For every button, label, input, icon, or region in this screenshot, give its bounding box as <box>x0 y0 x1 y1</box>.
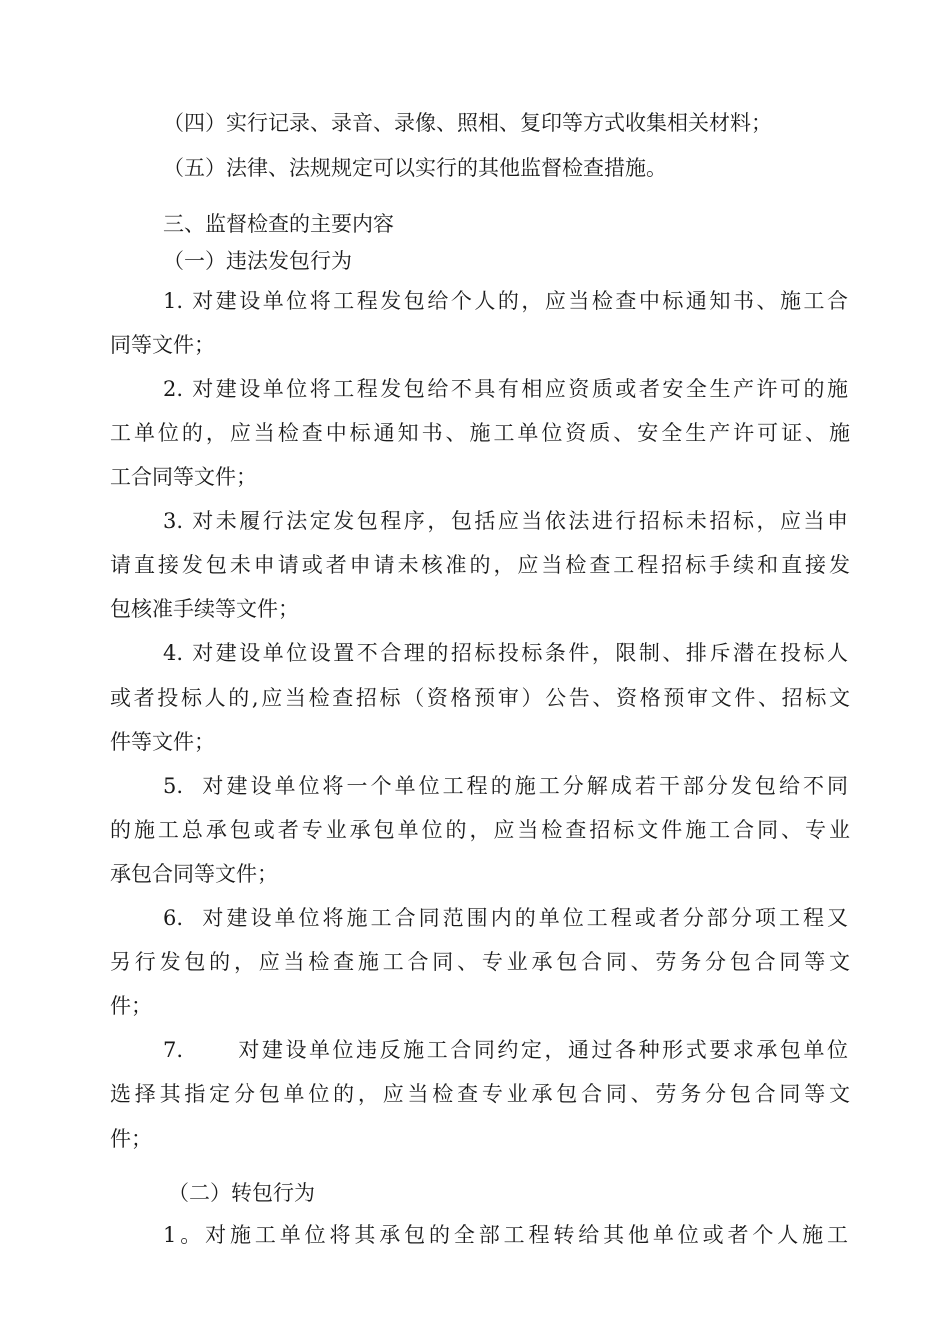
text-line: 或者投标人的,应当检查招标（资格预审）公告、资格预审文件、招标文 <box>110 686 850 710</box>
text-line: 的施工总承包或者专业承包单位的，应当检查招标文件施工合同、专业 <box>110 818 850 842</box>
text-line: 请直接发包未申请或者申请未核准的，应当检查工程招标手续和直接发 <box>110 553 850 577</box>
subsection-heading: （二）转包行为 <box>168 1181 315 1205</box>
text-line: （四）实行记录、录音、录像、照相、复印等方式收集相关材料； <box>163 111 772 135</box>
text-line: 1. 对建设单位将工程发包给个人的，应当检查中标通知书、施工合 <box>163 289 848 313</box>
text-line: 同等文件； <box>110 333 215 357</box>
text-line: 工单位的，应当检查中标通知书、施工单位资质、安全生产许可证、施 <box>110 421 850 445</box>
text-line: 包核准手续等文件； <box>110 597 299 621</box>
text-line: 承包合同等文件； <box>110 862 278 886</box>
text-line: 3. 对未履行法定发包程序，包括应当依法进行招标未招标，应当申 <box>163 509 848 533</box>
text-line: 6. 对建设单位将施工合同范围内的单位工程或者分部分项工程又 <box>163 906 848 930</box>
subsection-heading: （一）违法发包行为 <box>163 249 352 273</box>
text-line: 件； <box>110 994 152 1018</box>
text-line: 件等文件； <box>110 730 215 754</box>
text-line: （五）法律、法规规定可以实行的其他监督检查措施。 <box>163 156 667 180</box>
text-line: 工合同等文件； <box>110 465 257 489</box>
text-line: 4. 对建设单位设置不合理的招标投标条件，限制、排斥潜在投标人 <box>163 641 848 665</box>
text-line: 2. 对建设单位将工程发包给不具有相应资质或者安全生产许可的施 <box>163 377 848 401</box>
text-line: 5. 对建设单位将一个单位工程的施工分解成若干部分发包给不同 <box>163 774 848 798</box>
text-line: 件； <box>110 1127 152 1151</box>
text-line: 另行发包的，应当检查施工合同、专业承包合同、劳务分包合同等文 <box>110 950 850 974</box>
text-line: 1。对施工单位将其承包的全部工程转给其他单位或者个人施工 <box>163 1223 848 1247</box>
text-line: 选择其指定分包单位的，应当检查专业承包合同、劳务分包合同等文 <box>110 1082 850 1106</box>
section-heading: 三、监督检查的主要内容 <box>163 212 394 236</box>
text-line: 7. 对建设单位违反施工合同约定，通过各种形式要求承包单位 <box>163 1038 848 1062</box>
